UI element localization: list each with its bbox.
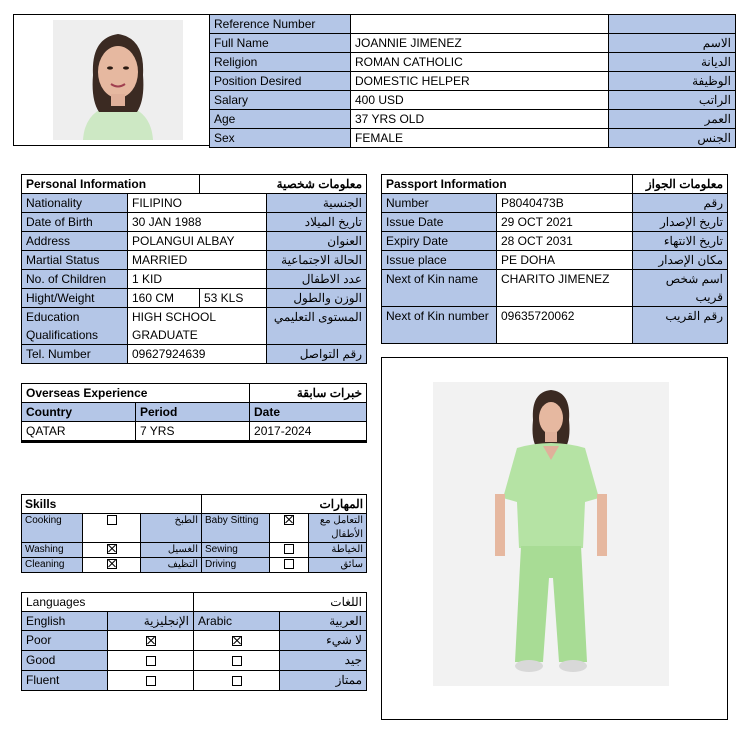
- header-label-ar: العمر: [609, 110, 736, 129]
- checked-box-icon[interactable]: [284, 515, 294, 525]
- passport-label-ar: تاريخ الإصدار: [633, 213, 728, 232]
- personal-label-ar: تاريخ الميلاد: [267, 213, 367, 232]
- skill-checkbox-cell: [270, 558, 309, 573]
- headshot-frame: [13, 14, 211, 146]
- tel-label-ar: رقم التواصل: [267, 345, 367, 364]
- passport-label-ar: رقم: [633, 194, 728, 213]
- personal-label: No. of Children: [22, 270, 128, 289]
- tel-value: 09627924639: [128, 345, 267, 364]
- overseas-header: Country: [22, 403, 136, 422]
- unchecked-box-icon[interactable]: [146, 656, 156, 666]
- header-label: Reference Number: [210, 15, 351, 34]
- skill-checkbox-cell: [83, 558, 141, 573]
- header-label: Age: [210, 110, 351, 129]
- header-label-ar: [609, 15, 736, 34]
- overseas-cell: [136, 442, 250, 443]
- passport-label: Expiry Date: [382, 232, 497, 251]
- personal-label-ar: عدد الاطفال: [267, 270, 367, 289]
- english-label-ar: الإنجليزية: [108, 612, 194, 631]
- passport-value: 29 OCT 2021: [497, 213, 633, 232]
- header-value: 400 USD: [351, 91, 609, 110]
- overseas-title: Overseas Experience: [22, 384, 250, 403]
- skill-label: Baby Sitting: [202, 514, 270, 543]
- unchecked-box-icon[interactable]: [284, 559, 294, 569]
- header-label: Religion: [210, 53, 351, 72]
- header-label-ar: الاسم: [609, 34, 736, 53]
- skill-label: Cleaning: [22, 558, 83, 573]
- weight-value: 53 KLS: [200, 289, 267, 308]
- skill-label-ar: التظيف: [141, 558, 202, 573]
- education-value: HIGH SCHOOL GRADUATE: [128, 308, 267, 345]
- personal-label: Date of Birth: [22, 213, 128, 232]
- language-level-label-ar: ممتاز: [280, 671, 367, 691]
- height-weight-label-ar: الوزن والطول: [267, 289, 367, 308]
- kin-number-value: 09635720062: [497, 307, 633, 344]
- kin-name-value: CHARITO JIMENEZ: [497, 270, 633, 307]
- skills-table: [21, 494, 367, 573]
- overseas-table: [21, 383, 367, 443]
- education-label: Education Qualifications: [22, 308, 128, 345]
- personal-value: 30 JAN 1988: [128, 213, 267, 232]
- overseas-title-ar: خبرات سابقة: [250, 384, 367, 403]
- skill-label: Sewing: [202, 543, 270, 558]
- english-checkbox-cell: [108, 631, 194, 651]
- languages-table: [21, 592, 367, 691]
- skill-checkbox-cell: [270, 514, 309, 543]
- unchecked-box-icon[interactable]: [284, 544, 294, 554]
- height-weight-label: Hight/Weight: [22, 289, 128, 308]
- personal-label-ar: الجنسية: [267, 194, 367, 213]
- kin-number-label: Next of Kin number: [382, 307, 497, 344]
- header-value: 37 YRS OLD: [351, 110, 609, 129]
- header-value: DOMESTIC HELPER: [351, 72, 609, 91]
- passport-value: PE DOHA: [497, 251, 633, 270]
- passport-label: Number: [382, 194, 497, 213]
- header-label-ar: الوظيفة: [609, 72, 736, 91]
- unchecked-box-icon[interactable]: [232, 676, 242, 686]
- personal-info-table: [21, 174, 367, 364]
- unchecked-box-icon[interactable]: [107, 515, 117, 525]
- overseas-header: Period: [136, 403, 250, 422]
- checked-box-icon[interactable]: [107, 559, 117, 569]
- personal-label: Martial Status: [22, 251, 128, 270]
- overseas-cell: [22, 442, 136, 443]
- header-label: Full Name: [210, 34, 351, 53]
- passport-value: P8040473B: [497, 194, 633, 213]
- arabic-checkbox-cell: [194, 671, 280, 691]
- passport-label: Issue Date: [382, 213, 497, 232]
- overseas-header: Date: [250, 403, 367, 422]
- passport-title-ar: معلومات الجواز: [633, 175, 728, 194]
- personal-title-ar: معلومات شخصية: [200, 175, 367, 194]
- skill-label-ar: التعامل مع الأطفال: [309, 514, 367, 543]
- skill-label-ar: الطبخ: [141, 514, 202, 543]
- language-level-label-ar: جيد: [280, 651, 367, 671]
- header-value: JOANNIE JIMENEZ: [351, 34, 609, 53]
- language-level-label: Good: [22, 651, 108, 671]
- skill-label-ar: الخياطة: [309, 543, 367, 558]
- personal-value: FILIPINO: [128, 194, 267, 213]
- header-value: ROMAN CATHOLIC: [351, 53, 609, 72]
- passport-title: Passport Information: [382, 175, 633, 194]
- personal-label: Nationality: [22, 194, 128, 213]
- arabic-label-ar: العربية: [280, 612, 367, 631]
- header-label-ar: الراتب: [609, 91, 736, 110]
- overseas-cell: QATAR: [22, 422, 136, 441]
- language-level-label: Fluent: [22, 671, 108, 691]
- personal-label-ar: العنوان: [267, 232, 367, 251]
- header-label-ar: الديانة: [609, 53, 736, 72]
- full-body-photo: [433, 382, 669, 686]
- english-checkbox-cell: [108, 671, 194, 691]
- header-value: FEMALE: [351, 129, 609, 148]
- english-checkbox-cell: [108, 651, 194, 671]
- passport-value: 28 OCT 2031: [497, 232, 633, 251]
- header-label-ar: الجنس: [609, 129, 736, 148]
- passport-label-ar: تاريخ الانتهاء: [633, 232, 728, 251]
- passport-label: Issue place: [382, 251, 497, 270]
- header-label: Sex: [210, 129, 351, 148]
- skill-label: Driving: [202, 558, 270, 573]
- arabic-label: Arabic: [194, 612, 280, 631]
- checked-box-icon[interactable]: [232, 636, 242, 646]
- overseas-cell: [250, 442, 367, 443]
- height-value: 160 CM: [128, 289, 200, 308]
- skill-label-ar: الغسيل: [141, 543, 202, 558]
- kin-name-label: Next of Kin name: [382, 270, 497, 307]
- passport-label-ar: مكان الإصدار: [633, 251, 728, 270]
- kin-number-label-ar: رقم القريب: [633, 307, 728, 344]
- header-table: [209, 14, 736, 148]
- checked-box-icon[interactable]: [146, 636, 156, 646]
- languages-title: Languages: [22, 593, 194, 612]
- overseas-cell: 7 YRS: [136, 422, 250, 441]
- kin-name-label-ar: اسم شخص قريب: [633, 270, 728, 307]
- language-level-label-ar: لا شيء: [280, 631, 367, 651]
- tel-label: Tel. Number: [22, 345, 128, 364]
- full-body-frame: [381, 357, 728, 720]
- personal-value: POLANGUI ALBAY: [128, 232, 267, 251]
- arabic-checkbox-cell: [194, 631, 280, 651]
- headshot-photo: [53, 20, 183, 140]
- overseas-cell: 2017-2024: [250, 422, 367, 441]
- personal-label-ar: الحالة الاجتماعية: [267, 251, 367, 270]
- checked-box-icon[interactable]: [107, 544, 117, 554]
- education-label-ar: المستوى التعليمي: [267, 308, 367, 345]
- header-label: Position Desired: [210, 72, 351, 91]
- personal-title: Personal Information: [22, 175, 200, 194]
- languages-title-ar: اللغات: [194, 593, 367, 612]
- personal-value: MARRIED: [128, 251, 267, 270]
- language-level-label: Poor: [22, 631, 108, 651]
- skill-checkbox-cell: [83, 543, 141, 558]
- skills-title-ar: المهارات: [202, 495, 367, 514]
- skill-label-ar: سائق: [309, 558, 367, 573]
- skill-label: Cooking: [22, 514, 83, 543]
- passport-info-table: [381, 174, 728, 344]
- skill-checkbox-cell: [270, 543, 309, 558]
- unchecked-box-icon[interactable]: [232, 656, 242, 666]
- skills-title: Skills: [22, 495, 202, 514]
- personal-label: Address: [22, 232, 128, 251]
- skill-label: Washing: [22, 543, 83, 558]
- skill-checkbox-cell: [83, 514, 141, 543]
- english-label: English: [22, 612, 108, 631]
- header-value: [351, 15, 609, 34]
- arabic-checkbox-cell: [194, 651, 280, 671]
- header-label: Salary: [210, 91, 351, 110]
- unchecked-box-icon[interactable]: [146, 676, 156, 686]
- personal-value: 1 KID: [128, 270, 267, 289]
